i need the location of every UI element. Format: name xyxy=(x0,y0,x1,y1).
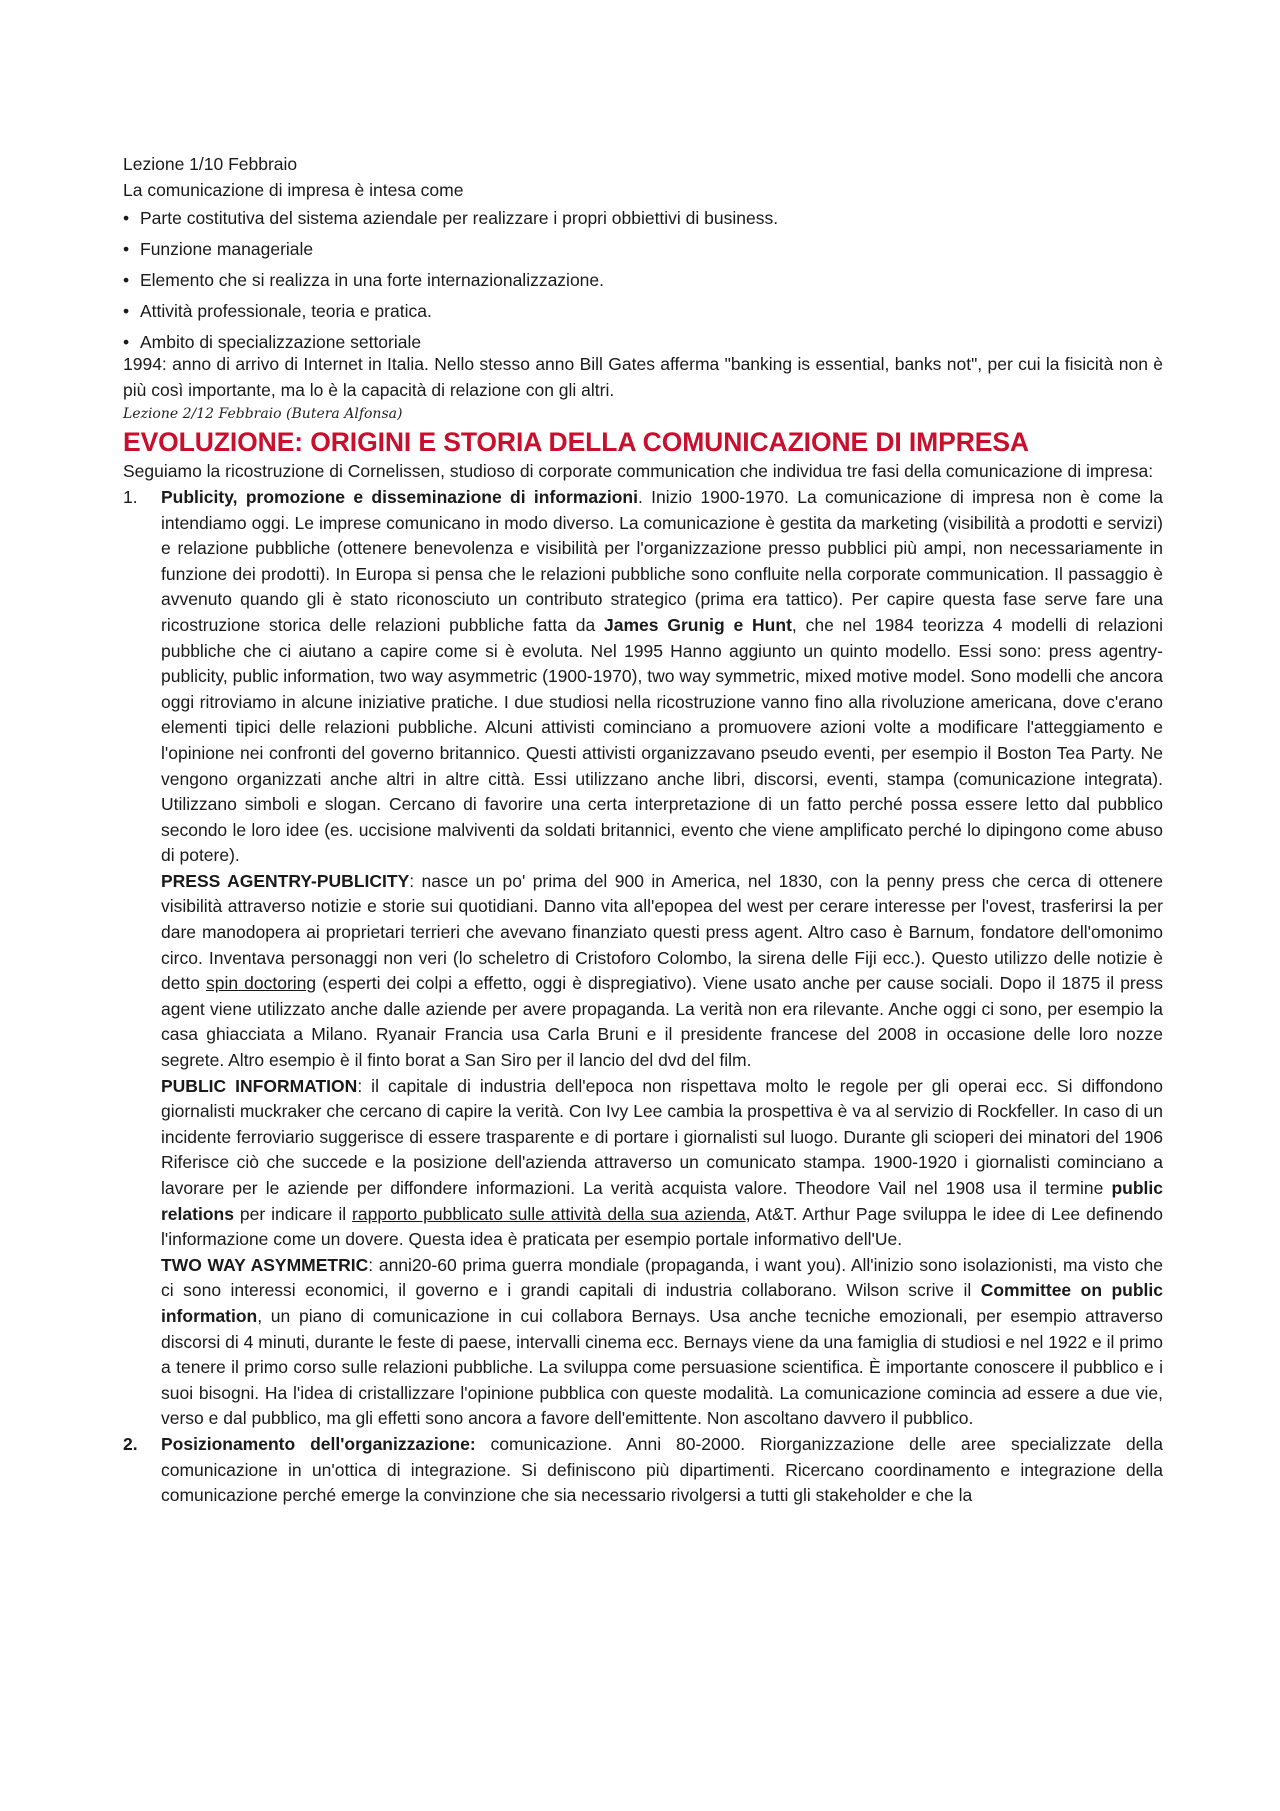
list-item: • Funzione manageriale xyxy=(123,234,1163,265)
bold-term: Committee on public information xyxy=(161,1280,1164,1326)
paragraph-text: : il capitale di industria dell'epoca non rispettava molto le regole per gli operai ecc. Si diffondono giornalisti muckraker che cercano di capire la verità. Con Ivy Lee cambia la prospettiva è va al servizio di Rockfeller. In caso di un incidente ferroviario suggerisce di essere trasparente e di portare i giornalisti sul luogo. Durante gli scioperi dei minatori del 1906 Riferisce ciò che succede e la posizione dell'azienda attraverso un comunicato stampa. 1900-1920 i giornalisti cominciano a lavorare per le aziende per diffondere informazioni. La verità acquista valore. Theodore Vail nel 1908 usa il termine xyxy=(161,1075,1163,1198)
list-item: • Parte costitutiva del sistema aziendale per realizzare i propri obbiettivi di business. xyxy=(123,203,1163,234)
phase1-paragraph xyxy=(161,485,1163,869)
phase2-title: Posizionamento dell'organizzazione: xyxy=(161,1433,476,1454)
document-page xyxy=(123,152,1163,1509)
paragraph-text: , un piano di comunicazione in cui collabora Bernays. Usa anche tecniche emozionali, per esempio attraverso discorsi di 4 minuti, durante le feste di paese, intervalli cinema ecc. Bernays viene da una famiglia di studiosi e nel 1922 e il primo a tenere il primo corso sulle relazioni pubbliche. La sviluppa come persuasione scientifica. È importante conoscere il pubblico e i suoi bisogni. Ha l'idea di cristallizzare l'opinione pubblica con queste modalità. La comunicazione comincia ad essere a due vie, verso e dal pubblico, ma gli effetti sono ancora a favore dell'emittente. Non ascoltano davvero il pubblico. xyxy=(161,1305,1163,1429)
phase1-title: Publicity, promozione e disseminazione di informazioni xyxy=(161,486,638,507)
paragraph-text: : nasce un po' prima del 900 in America, nel 1830, con la penny press che cerca di ottenere visibilità attraverso notizie e storie sui quotidiani. Danno vita all'epopea del west per cerare interesse per l'ovest, trasferirsi la per dare manodopera ai proprietari terrieri che avevano finanziato questi press agent. Altro caso è Barnum, fondatore dell'omonimo circo. Inventava personaggi non veri (lo scheletro di Cristoforo Colombo, la sirena delle Fiji ecc.). Questo utilizzo delle notizie è detto xyxy=(161,870,1164,994)
underlined-term: spin doctoring xyxy=(205,973,317,994)
section-intro: Seguiamo la ricostruzione di Cornelissen, studioso di corporate communication che individua tre fasi della comunicazione di impresa: xyxy=(123,461,1154,482)
two-way-asymmetric-paragraph xyxy=(161,1253,1163,1432)
definition-list xyxy=(123,203,1163,358)
author-name: James Grunig e Hunt xyxy=(604,614,792,635)
phase-item-1 xyxy=(123,485,1163,1432)
lesson1-title: Lezione 1/10 Febbraio xyxy=(123,154,298,174)
list-item: • Elemento che si realizza in una forte internazionalizzazione. xyxy=(123,265,1163,296)
list-item: • Ambito di specializzazione settoriale xyxy=(123,327,1163,358)
paragraph-text: , At&T. Arthur Page sviluppa le idee di Lee definendo l'informazione come un dovere. Questa idea è praticata per esempio portale informativo dell'Ue. xyxy=(161,1203,1163,1250)
paragraph-text: comunicazione. Anni 80-2000. Riorganizzazione delle aree specializzate della comunicazione in un'ottica di integrazione. Si definiscono più dipartimenti. Ricercano coordinamento e integrazione della comunicazione perché emerge la convinzione che sia necessario rivolgersi a tutti gli stakeholder e che la xyxy=(161,1433,1164,1506)
public-information-paragraph xyxy=(161,1074,1163,1253)
paragraph-text: . Inizio 1900-1970. La comunicazione di impresa non è come la intendiamo oggi. Le imprese comunicano in modo diverso. La comunicazione è gestita da marketing (visibilità a prodotti e servizi) e relazione pubbliche (ottenere benevolenza e visibilità per l'organizzazione presso pubblici più ampi, non necessariamente in funzione dei prodotti). In Europa si pensa che le relazioni pubbliche sono confluite nella corporate communication. Il passaggio è avvenuto quando gli è stato riconosciuto un contributo strategico (prima era tattico). Per capire questa fase serve fare una ricostruzione storica delle relazioni pubbliche fatta da xyxy=(161,486,1163,635)
phase-item-2 xyxy=(123,1432,1163,1509)
underlined-term: rapporto pubblicato sulle attività della sua azienda xyxy=(352,1203,746,1224)
model-title: TWO WAY ASYMMETRIC xyxy=(161,1254,369,1275)
lesson2-script-title: Lezione 2/12 Febbraio (Butera Alfonsa) xyxy=(123,406,403,423)
internet-note: 1994: anno di arrivo di Internet in Italia. Nello stesso anno Bill Gates afferma "banking is essential, banks not", per cui la fisicità non è più così importante, ma lo è la capacità di relazione con gli altri. xyxy=(123,354,1163,400)
press-agentry-paragraph xyxy=(161,869,1163,1074)
bold-term: public relations xyxy=(161,1178,1163,1224)
list-item: • Attività professionale, teoria e pratica. xyxy=(123,296,1163,327)
phase2-paragraph xyxy=(161,1432,1163,1509)
paragraph-text: (esperti dei colpi a effetto, oggi è dispregiativo). Viene usato anche per cause sociali. Dopo il 1875 il press agent viene utilizzato anche dalle aziende per avere propaganda. La verità non era rilevante. Anche oggi ci sono, per esempio la casa ghiacciata a Milano. Ryanair Francia usa Carla Bruni e il presidente francese del 2008 in occasione delle loro nozze segrete. Altro esempio è il finto borat a San Siro per il lancio del dvd del film. xyxy=(161,973,1163,1071)
phase-number: 1. xyxy=(123,486,138,507)
model-title: PRESS AGENTRY-PUBLICITY xyxy=(161,870,410,891)
section-heading: EVOLUZIONE: ORIGINI E STORIA DELLA COMUNICAZIONE DI IMPRESA xyxy=(123,427,1029,458)
lesson1-subtitle: La comunicazione di impresa è intesa come xyxy=(123,179,464,200)
paragraph-text: : anni20-60 prima guerra mondiale (propaganda, i want you). All'inizio sono isolazionisti, ma visto che ci sono interessi economici, il governo e i grandi capitali di industria collaborano. Wilson scrive il xyxy=(161,1254,1163,1301)
paragraph-text: , che nel 1984 teorizza 4 modelli di relazioni pubbliche che ci aiutano a capire come si è evoluta. Nel 1995 Hanno aggiunto un quinto modello. Essi sono: press agentry-publicity, public information, two way asymmetric (1900-1970), two way symmetric, mixed motive model. Sono modelli che ancora oggi ritroviamo in alcune iniziative pratiche. I due studiosi nella ricostruzione vanno fino alla rivoluzione americana, dove c'erano elementi tipici delle relazioni pubbliche. Alcuni attivisti cominciano a promuovere azioni volte a modificare l'atteggiamento e l'opinione nei confronti del governo britannico. Questi attivisti organizzavano pseudo eventi, per esempio il Boston Tea Party. Ne vengono organizzati anche altri in altre città. Essi utilizzano anche libri, discorsi, eventi, stampa (comunicazione integrata). Utilizzano simboli e slogan. Cercano di favorire una certa interpretazione di un fatto perché possa essere letto dal pubblico secondo le loro idee (es. uccisione malviventi da soldati britannici, evento che viene amplificato perché lo dipingono come abuso di potere). xyxy=(161,614,1164,866)
phases-list xyxy=(123,485,1163,1509)
phase-number: 2. xyxy=(123,1433,138,1454)
paragraph-text: per indicare il xyxy=(233,1203,353,1224)
model-title: PUBLIC INFORMATION xyxy=(161,1075,358,1096)
